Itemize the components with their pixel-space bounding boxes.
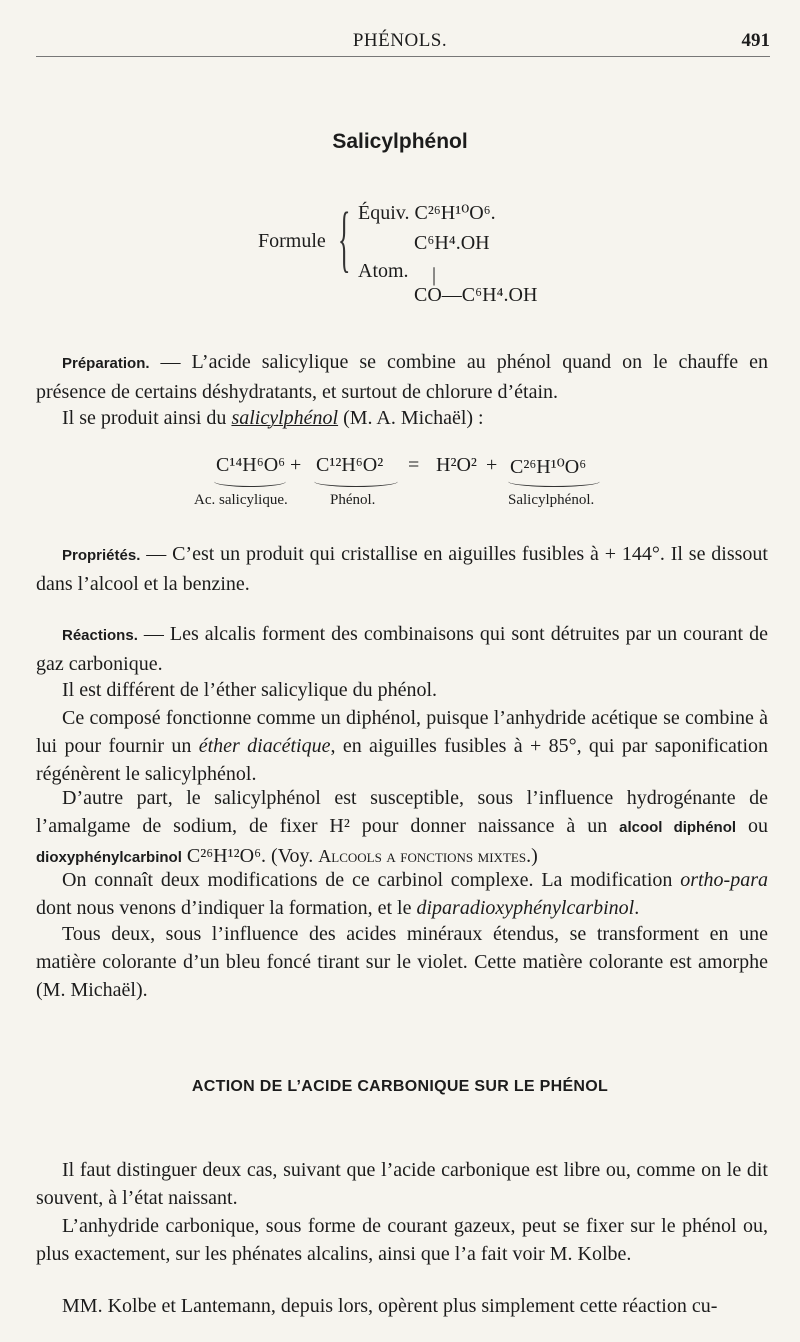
caption-salicylphenol: Salicylphénol. bbox=[508, 492, 595, 508]
text-run: dont nous venons d’indiquer la formation, et le bbox=[36, 897, 417, 919]
header-title: PHÉNOLS. bbox=[352, 30, 448, 51]
formula-atom-line2: CO—C⁶H⁴.OH bbox=[414, 284, 538, 306]
text-run: C²⁶H¹²O⁶. (Voy. bbox=[181, 845, 319, 867]
reactions-p3 bbox=[36, 704, 768, 788]
cross-reference: Alcools a fonctions mixtes bbox=[318, 846, 527, 866]
dioxyphenylcarbinol-term: dioxyphénylcarbinol bbox=[36, 849, 182, 866]
reactions-p5 bbox=[36, 866, 768, 922]
equation-term-4: C²⁶H¹⁰O⁶ bbox=[510, 456, 587, 478]
diparadioxyphenylcarbinol-term: diparadioxyphénylcarbinol bbox=[416, 897, 635, 919]
formula-block bbox=[258, 200, 558, 310]
proprietes-heading: Propriétés. bbox=[62, 547, 141, 564]
preparation-text: — L’acide salicylique se combine au phénol quand on le chauffe en présence de certains déshydratants, et surtout de chlorure d’étain. bbox=[36, 351, 768, 403]
header-rule bbox=[36, 56, 770, 57]
action-p1: Il faut distinguer deux cas, suivant que l’acide carbonique est libre ou, comme on le dit souvent, à l’état naissant. bbox=[36, 1159, 768, 1209]
preparation-line2 bbox=[36, 404, 768, 432]
text-run: On connaît deux modifications de ce carbinol complexe. La modification bbox=[62, 869, 681, 891]
reactions-p2: Il est différent de l’éther salicylique du phénol. bbox=[62, 679, 438, 701]
ortho-para-term: ortho-para bbox=[680, 869, 768, 891]
equation-term-3: H²O² bbox=[436, 454, 477, 476]
equation-plus-1: + bbox=[290, 454, 302, 476]
section-title: Salicylphénol bbox=[332, 130, 468, 153]
text-run: Il se produit ainsi du bbox=[62, 407, 232, 429]
reactions-p4 bbox=[36, 784, 768, 872]
reactions-p6: Tous deux, sous l’influence des acides minéraux étendus, se transforment en une matière colorante d’un bleu foncé tirant sur le violet. Cette matière colorante est amorphe (M. Michaël). bbox=[36, 923, 768, 1001]
alcool-diphenol-term: alcool diphénol bbox=[619, 819, 737, 836]
formula-atom-label: Atom. bbox=[358, 260, 409, 282]
formula-atom-line1: C⁶H⁴.OH bbox=[414, 232, 490, 254]
running-header bbox=[0, 26, 800, 56]
formula-equiv: Équiv. C²⁶H¹⁰O⁶. bbox=[358, 202, 496, 224]
text-run: ou bbox=[736, 815, 768, 837]
text-run: , en aiguilles fusibles à + 85°, qui par saponification régénèrent le salicylphénol. bbox=[36, 735, 769, 785]
formula-bond: | bbox=[432, 264, 437, 286]
proprietes-paragraph bbox=[36, 540, 768, 598]
action-p2: L’anhydride carbonique, sous forme de courant gazeux, peut se fixer sur le phénol ou, plus exactement, sur les phénates alcalins, ainsi que l’a fait voir M. Kolbe. bbox=[36, 1215, 768, 1265]
formula-label: Formule bbox=[258, 230, 326, 252]
equation-term-2: C¹²H⁶O² bbox=[316, 454, 384, 476]
reactions-heading: Réactions. bbox=[62, 627, 138, 644]
preparation-paragraph bbox=[36, 348, 768, 406]
equation-plus-2: + bbox=[486, 454, 498, 476]
reactions-paragraph bbox=[36, 620, 768, 678]
caption-ac-salicylique: Ac. salicylique. bbox=[194, 492, 288, 508]
text-run: . bbox=[634, 897, 640, 919]
text-run: D’autre part, le salicylphénol est susceptible, sous l’influence hydrogénante de l’amalgame de sodium, de fixer H² pour donner naissance à un bbox=[36, 787, 768, 837]
text-run: Ce composé fonctionne comme un diphénol, puisque l’anhydride acétique se combine à lui pour fournir un bbox=[36, 707, 768, 757]
underbrace-2 bbox=[314, 476, 398, 487]
action-p3: MM. Kolbe et Lantemann, depuis lors, opèrent plus simplement cette réaction cu- bbox=[62, 1295, 718, 1317]
text-run: (M. A. Michaël) : bbox=[338, 407, 484, 429]
preparation-heading: Préparation. bbox=[62, 355, 150, 372]
underbrace-1 bbox=[214, 476, 286, 487]
left-brace-icon: { bbox=[338, 198, 351, 280]
ether-diacetique-term: éther diacétique bbox=[198, 735, 331, 757]
caption-phenol: Phénol. bbox=[330, 492, 376, 508]
reactions-text: — Les alcalis forment des combinaisons qui sont détruites par un courant de gaz carbonique. bbox=[36, 623, 768, 675]
equation-equals: = bbox=[408, 454, 420, 476]
reaction-equation bbox=[190, 448, 650, 518]
text-run: .) bbox=[526, 845, 538, 867]
page-number: 491 bbox=[741, 30, 770, 51]
salicylphenol-term: salicylphénol bbox=[231, 407, 339, 429]
section-heading: ACTION DE L’ACIDE CARBONIQUE SUR LE PHÉNOL bbox=[191, 1078, 609, 1095]
equation-term-1: C¹⁴H⁶O⁶ bbox=[216, 454, 286, 476]
proprietes-text: — C’est un produit qui cristallise en aiguilles fusibles à + 144°. Il se dissout dans l’alcool et la benzine. bbox=[36, 543, 768, 595]
underbrace-3 bbox=[508, 476, 600, 487]
